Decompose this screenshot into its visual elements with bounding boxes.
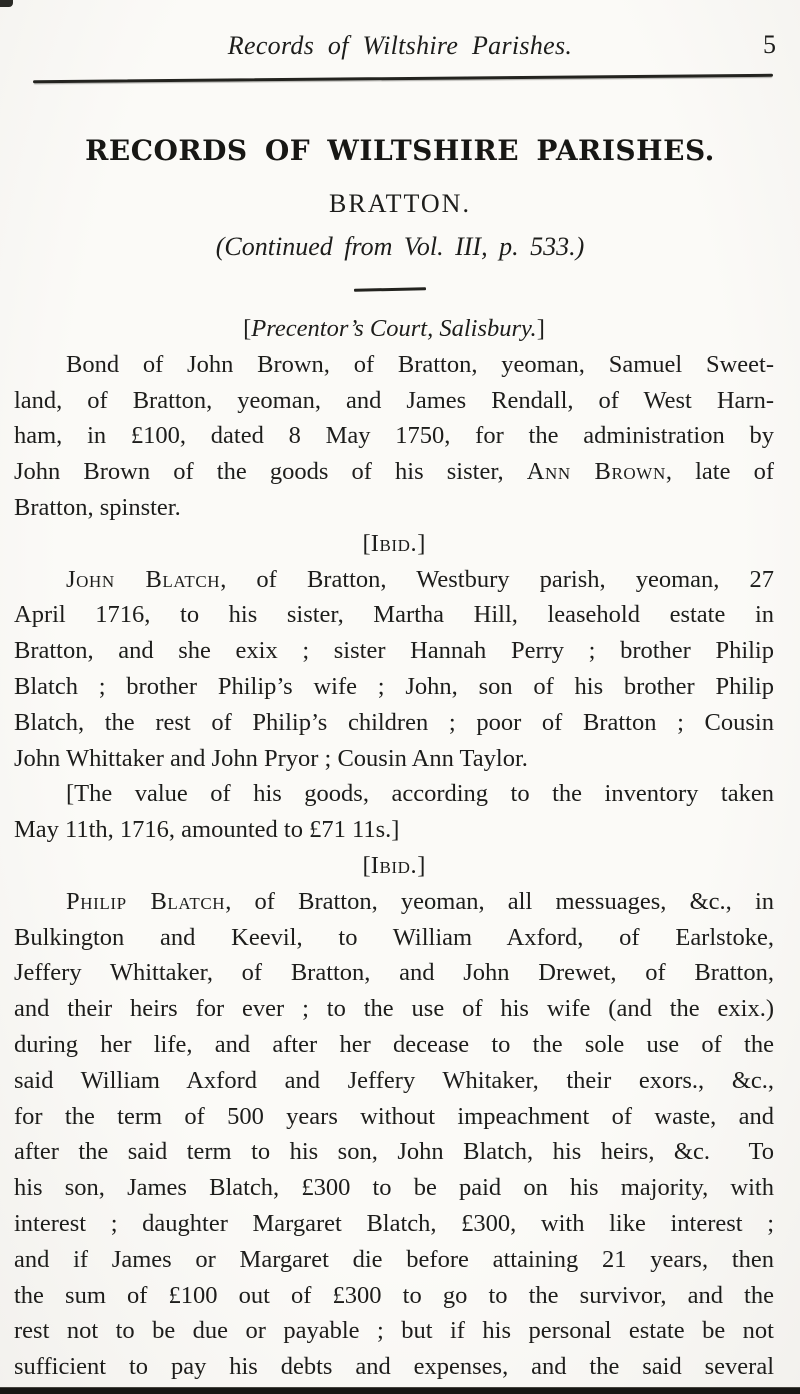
text-line: [14, 884, 774, 920]
parish-subtitle: BRATTON.: [329, 189, 471, 218]
text-line: [14, 454, 774, 490]
header-rule: [33, 74, 773, 83]
text-line: [14, 1313, 774, 1349]
text-line: [14, 1170, 774, 1206]
text-line: [14, 383, 774, 419]
text-run: his son, James Blatch, £300 to be paid on his majority, with: [14, 1174, 774, 1202]
text-run: ]: [417, 851, 426, 879]
text-line: [14, 920, 774, 956]
text-line: [14, 1134, 774, 1170]
text-run: Bratton, spinster.: [14, 493, 181, 521]
text-run: and their heirs for ever ; to the use of his wife (and the exix.): [14, 995, 774, 1023]
court-heading: [14, 311, 774, 347]
smallcaps-name: John Blatch: [66, 565, 221, 593]
text-run: April 1716, to his sister, Martha Hill, leasehold estate in: [14, 601, 774, 629]
text-line: [14, 1278, 774, 1314]
text-run: ]: [536, 315, 545, 342]
text-run: land, of Bratton, yeoman, and James Rendall, of West Harn-: [14, 386, 774, 414]
running-header: Records of Wiltshire Parishes.: [227, 31, 573, 60]
text-run: sufficient to pay his debts and expenses, and the said several: [14, 1353, 774, 1381]
page-title: RECORDS OF WILTSHIRE PARISHES.: [85, 134, 715, 167]
text-run: , late of: [665, 458, 774, 486]
text-line: [14, 1242, 774, 1278]
text-run: Blatch, the rest of Philip’s children ; poor of Bratton ; Cousin: [14, 708, 774, 736]
text-run: Bratton, and she exix ; sister Hannah Perry ; brother Philip: [14, 637, 774, 665]
text-run: interest ; daughter Margaret Blatch, £300, with like interest ;: [14, 1209, 774, 1237]
text-line: [14, 418, 774, 454]
text-line: [14, 1063, 774, 1099]
text-run: and if James or Margaret die before attaining 21 years, then: [14, 1245, 774, 1273]
text-run: Bulkington and Keevil, to William Axford, of Earlstoke,: [14, 923, 774, 951]
smallcaps-name: Ibid.: [370, 851, 418, 879]
text-run: Jeffery Whittaker, of Bratton, and John Drewet, of Bratton,: [14, 959, 774, 987]
text-run: , of Bratton, Westbury parish, yeoman, 27: [220, 565, 774, 593]
text-line: [14, 1099, 774, 1135]
text-run: [: [362, 851, 371, 879]
text-run: for the term of 500 years without impeachment of waste, and: [14, 1102, 774, 1130]
scan-corner-artifact: [0, 0, 13, 7]
text-line: [14, 633, 774, 669]
text-line: [14, 347, 774, 383]
text-line: [14, 705, 774, 741]
text-run: [: [243, 315, 252, 342]
text-run: May 11th, 1716, amounted to £71 11s.]: [14, 816, 400, 844]
text-run: [: [362, 529, 371, 557]
page-number: 5: [763, 30, 776, 59]
text-line: [14, 812, 774, 848]
text-run: after the said term to his son, John Blatch, his heirs, &c. To: [14, 1138, 774, 1166]
smallcaps-name: Ibid.: [370, 529, 418, 557]
text-line: [14, 562, 774, 598]
text-line: [14, 1027, 774, 1063]
text-run: John Whittaker and John Pryor ; Cousin Ann Taylor.: [14, 744, 528, 772]
ibid-heading: [14, 526, 774, 562]
text-line: [14, 1206, 774, 1242]
text-run: Blatch ; brother Philip’s wife ; John, son of his brother Philip: [14, 672, 774, 700]
text-line: [14, 776, 774, 812]
continuation-note: (Continued from Vol. III, p. 533.): [215, 232, 585, 261]
text-line: [14, 741, 774, 777]
text-run: during her life, and after her decease to the sole use of the: [14, 1030, 774, 1058]
text-run: the sum of £100 out of £300 to go to the survivor, and the: [14, 1281, 774, 1309]
text-run: ]: [417, 529, 426, 557]
text-run: said William Axford and Jeffery Whitaker, their exors., &c.,: [14, 1066, 774, 1094]
text-line: [14, 1349, 774, 1385]
text-line: [14, 669, 774, 705]
ibid-heading: [14, 848, 774, 884]
text-run: rest not to be due or payable ; but if his personal estate be not: [14, 1317, 774, 1345]
italic-text: Precentor’s Court, Salisbury.: [251, 315, 537, 342]
text-run: [The value of his goods, according to the inventory taken: [66, 780, 774, 808]
section-divider: [354, 287, 426, 291]
text-line: [14, 955, 774, 991]
smallcaps-name: Philip Blatch: [66, 887, 226, 915]
text-run: ham, in £100, dated 8 May 1750, for the administration by: [14, 422, 774, 450]
text-line: [14, 991, 774, 1027]
text-run: , of Bratton, yeoman, all messuages, &c., in: [225, 887, 774, 915]
smallcaps-name: Ann Brown: [526, 458, 666, 486]
text-run: John Brown of the goods of his sister,: [14, 458, 527, 486]
page-body: [14, 311, 774, 1385]
text-line: [14, 597, 774, 633]
text-line: [14, 490, 774, 526]
text-run: Bond of John Brown, of Bratton, yeoman, Samuel Sweet-: [66, 350, 774, 378]
scan-edge-artifact: [0, 1387, 800, 1394]
